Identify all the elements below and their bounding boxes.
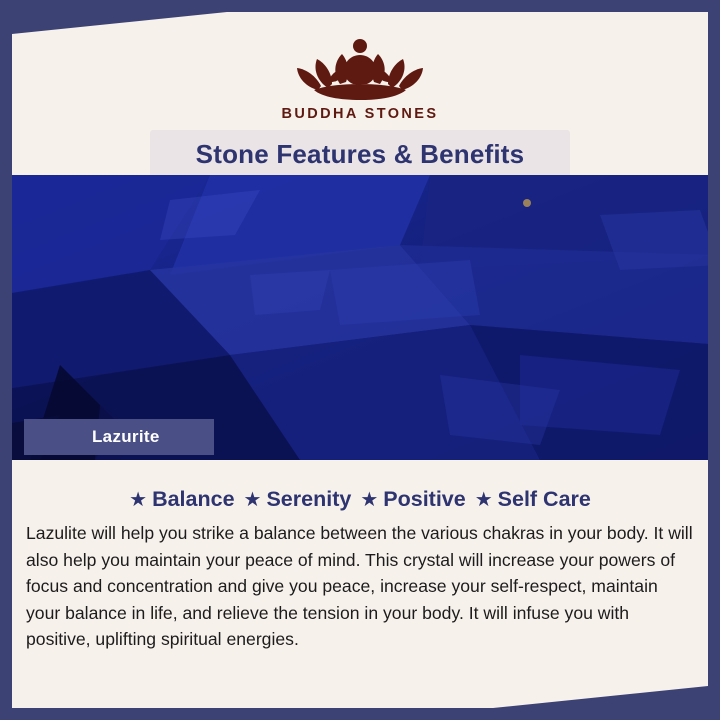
hero-image bbox=[12, 175, 708, 460]
star-icon: ★ bbox=[129, 489, 148, 511]
star-icon: ★ bbox=[243, 489, 262, 511]
keyword-serenity: Serenity bbox=[266, 487, 352, 511]
keyword-balance: Balance bbox=[152, 487, 235, 511]
star-icon: ★ bbox=[360, 489, 379, 511]
keyword-row bbox=[12, 487, 708, 512]
brand-header bbox=[12, 12, 708, 124]
poster-inner-panel bbox=[12, 12, 708, 708]
bottom-right-corner-accent bbox=[493, 686, 708, 708]
description-text: Lazulite will help you strike a balance between the various chakras in your body. It will also help you maintain your peace of mind. This crystal will increase your powers of focus and concentration and give you peace, increase your self-respect, maintain your balance in life, and relieve the tension in your body. It will infuse you with positive, uplifting spiritual energies. bbox=[26, 523, 693, 649]
title-box bbox=[150, 130, 571, 181]
star-icon: ★ bbox=[474, 489, 493, 511]
keyword-positive: Positive bbox=[383, 487, 466, 511]
keyword-self-care: Self Care bbox=[497, 487, 591, 511]
stone-name-label: Lazurite bbox=[24, 419, 214, 455]
brand-name: BUDDHA STONES bbox=[281, 106, 439, 122]
lotus-meditation-icon bbox=[12, 28, 708, 102]
page-title: Stone Features & Benefits bbox=[195, 139, 525, 169]
title-banner bbox=[12, 130, 708, 181]
